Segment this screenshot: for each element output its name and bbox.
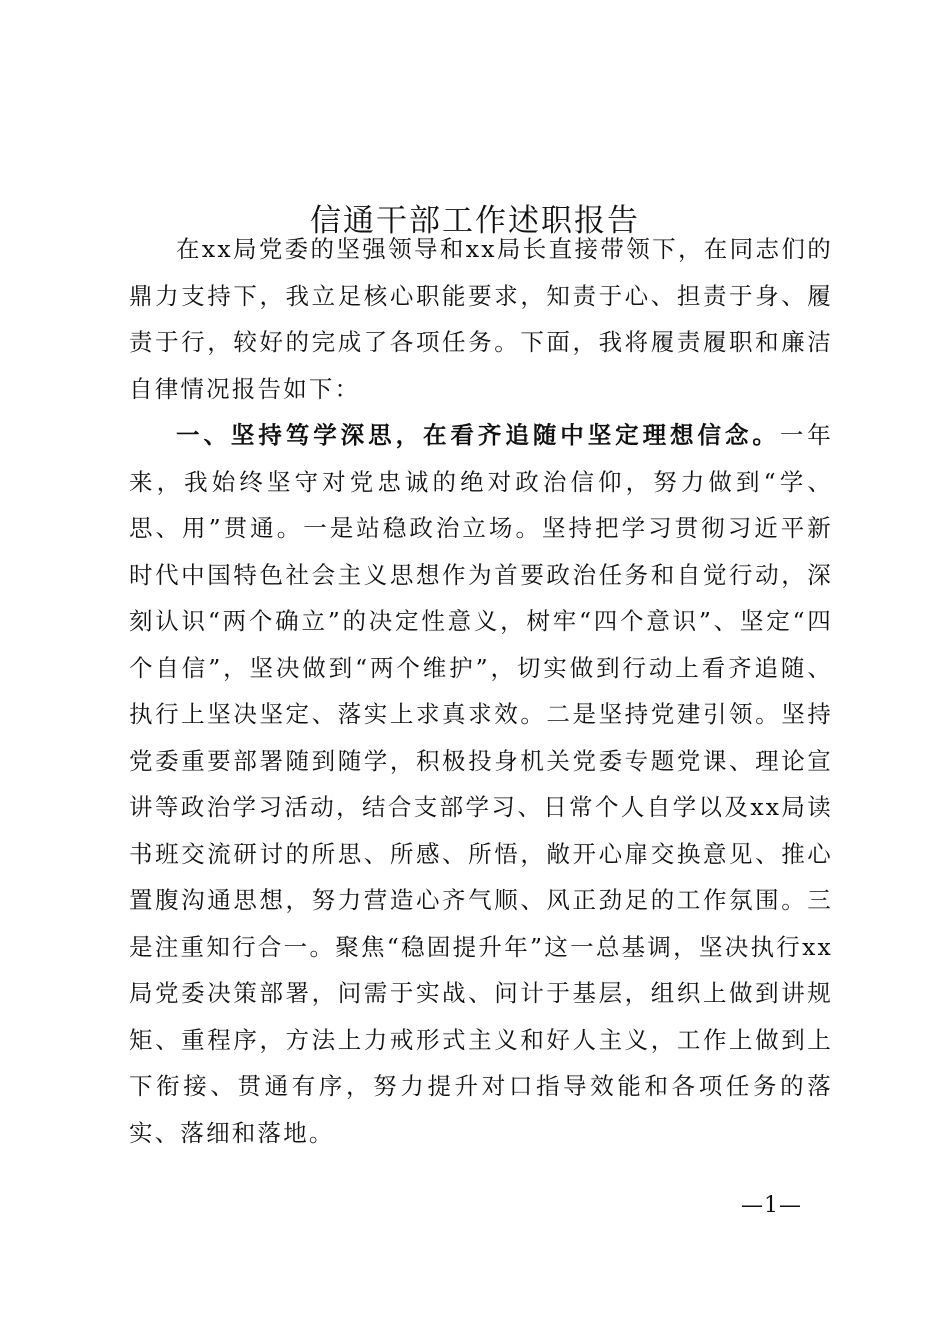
section-one-heading: 一、坚持笃学深思，在看齐追随中坚定理想信念。 <box>176 421 780 449</box>
section-one-text: 一年来，我始终坚守对党忠诚的绝对政治信仰，努力做到“学、思、用”贯通。一是站稳政治立场。坚持把学习贯彻习近平新时代中国特色社会主义思想作为首要政治任务和自觉行动，深刻认识“两个确立”的决定性意义，树牢“四个意识”、坚定“四个自信”，坚决做到“两个维护”，切实做到行动上看齐追随、执行上坚决坚定、落实上求真求效。二是坚持党建引领。坚持党委重要部署随到随学，积极投身机关党委专题党课、理论宣讲等政治学习活动，结合支部学习、日常个人自学以及xx局读书班交流研讨的所思、所感、所悟，敞开心扉交换意见、推心置腹沟通思想，努力营造心齐气顺、风正劲足的工作氛围。三是注重知行合一。聚焦“稳固提升年”这一总基调，坚决执行xx局党委决策部署，问需于实战、问计于基层，组织上做到讲规矩、重程序，方法上力戒形式主义和好人主义，工作上做到上下衔接、贯通有序，努力提升对口指导效能和各项任务的落实、落细和落地。 <box>129 421 833 1147</box>
document-title: 信通干部工作述职报告 <box>310 202 640 239</box>
intro-paragraph: 在xx局党委的坚强领导和xx局长直接带领下，在同志们的鼎力支持下，我立足核心职能要求，知责于心、担责于身、履责于行，较好的完成了各项任务。下面，我将履责履职和廉洁自律情况报告如下： <box>129 235 833 403</box>
section-one-paragraph <box>129 412 833 1156</box>
page-number: —1— <box>741 1193 802 1218</box>
document-body <box>129 226 833 1156</box>
